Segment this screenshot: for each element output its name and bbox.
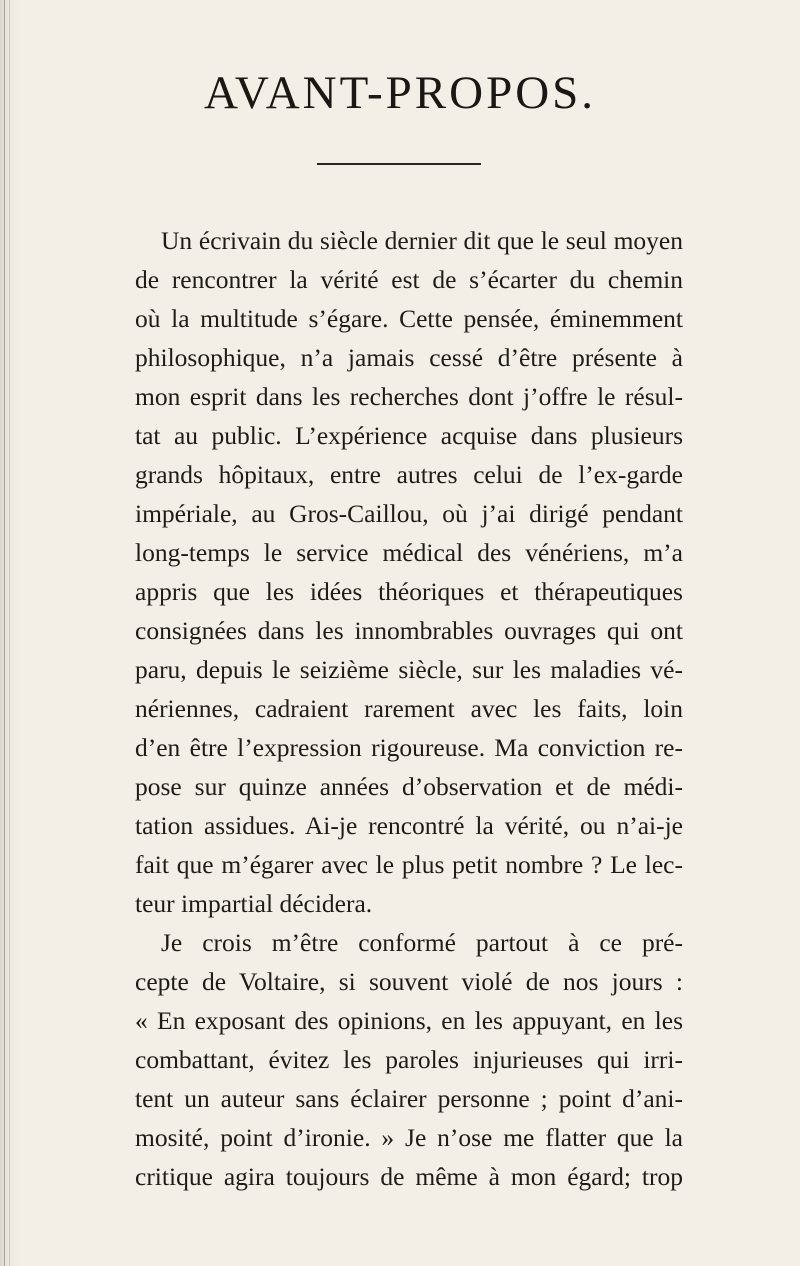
text-line: philosophique, n’a jamais cessé d’être présente à [135, 343, 683, 372]
page-title: AVANT-PROPOS. [203, 67, 597, 119]
text-line: d’en être l’expression rigoureuse. Ma conviction re- [135, 733, 683, 762]
text-line: tation assidues. Ai-je rencontré la vérité, ou n’ai-je [135, 811, 683, 840]
text-line: de rencontrer la vérité est de s’écarter du chemin [135, 265, 683, 294]
text-line: consignées dans les innombrables ouvrages qui ont [135, 616, 683, 645]
text-line: « En exposant des opinions, en les appuyant, en les [135, 1006, 683, 1035]
paragraph-2 [135, 923, 683, 1196]
text-line: mosité, point d’ironie. » Je n’ose me flatter que la [135, 1123, 683, 1152]
text-line: long-temps le service médical des vénériens, m’a [135, 538, 683, 567]
text-line: critique agira toujours de même à mon égard; trop [135, 1162, 683, 1191]
text-line: teur impartial décidera. [135, 889, 373, 918]
page-edge-line [9, 0, 10, 1266]
text-line: cepte de Voltaire, si souvent violé de nos jours : [135, 967, 683, 996]
body-text [135, 221, 683, 1196]
text-line: Un écrivain du siècle dernier dit que le seul moyen [161, 226, 683, 255]
text-line: appris que les idées théoriques et thérapeutiques [135, 577, 683, 606]
text-line: impériale, au Gros-Caillou, où j’ai dirigé pendant [135, 499, 683, 528]
text-line: grands hôpitaux, entre autres celui de l’ex-garde [135, 460, 683, 489]
text-line: où la multitude s’égare. Cette pensée, éminemment [135, 304, 683, 333]
text-line: nériennes, cadraient rarement avec les faits, loin [135, 694, 683, 723]
text-line: pose sur quinze années d’observation et de médi- [135, 772, 683, 801]
text-line: Je crois m’être conformé partout à ce pré- [161, 928, 683, 957]
paragraph-1 [135, 221, 683, 923]
page-edge-line [4, 0, 5, 1266]
text-line: tent un auteur sans éclairer personne ; point d’ani- [135, 1084, 683, 1113]
text-line: paru, depuis le seizième siècle, sur les maladies vé- [135, 655, 683, 684]
text-line: tat au public. L’expérience acquise dans plusieurs [135, 421, 683, 450]
title-rule [317, 163, 481, 165]
text-line: combattant, évitez les paroles injurieuses qui irri- [135, 1045, 683, 1074]
text-line: mon esprit dans les recherches dont j’offre le résul- [135, 382, 683, 411]
text-line: fait que m’égarer avec le plus petit nombre ? Le lec- [135, 850, 683, 879]
